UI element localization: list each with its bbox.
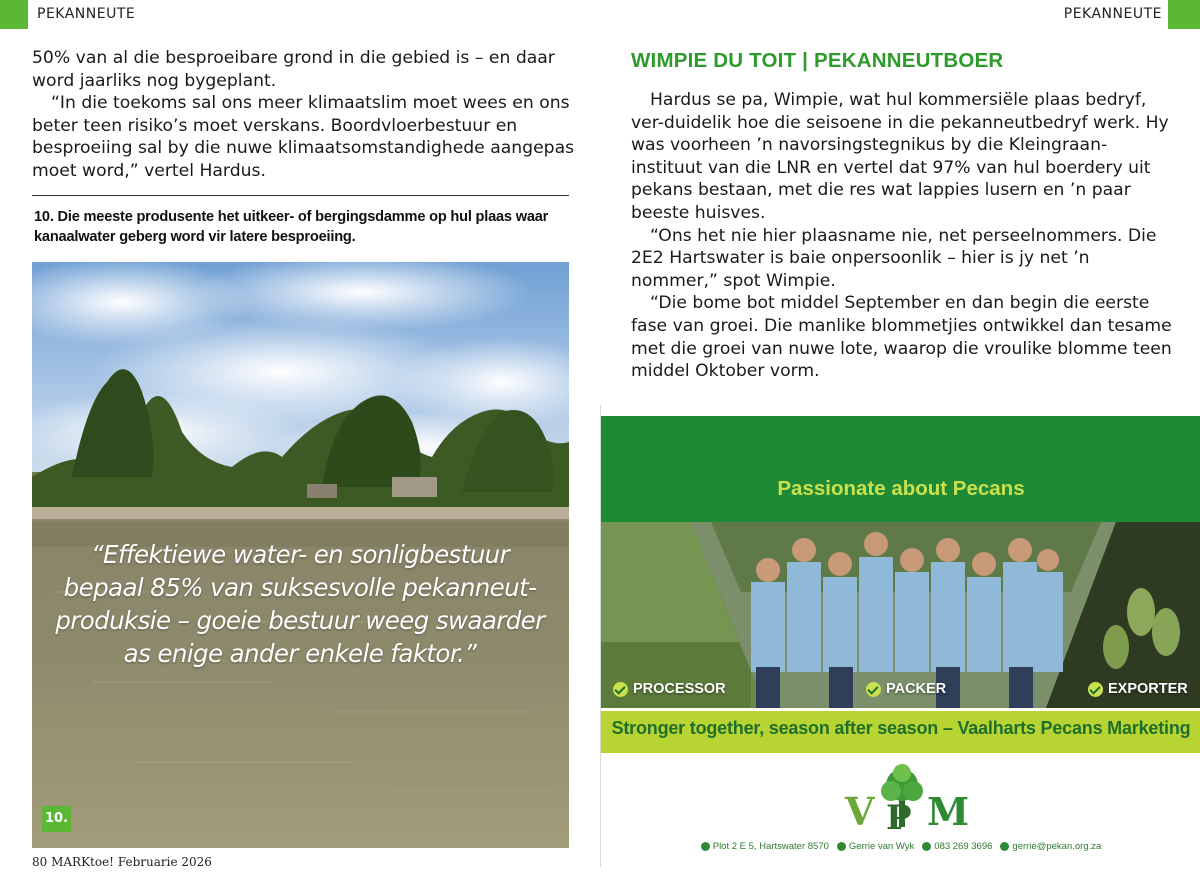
ad-pill-exporter bbox=[1088, 681, 1188, 697]
ad-pill-label: PACKER bbox=[886, 681, 947, 697]
check-icon bbox=[613, 682, 628, 697]
photo-number-badge: 10. bbox=[42, 806, 71, 832]
advertisement bbox=[600, 405, 1200, 867]
ad-tagline: Stronger together, season after season – Vaalharts Pecans Marketing bbox=[611, 718, 1191, 738]
email-icon bbox=[1000, 842, 1009, 851]
paragraph: Hardus se pa, Wimpie, wat hul kommersiële plaas bedryf, ver-duidelik hoe die seisoene in die pekanneutbedryf werk. Hy was voorheen ’n navorsingstegnikus by die Kleingraan-instituut van die LNR en vertel dat 97% van hul boerdery uit pekans bestaan, met die res wat lappies lusern en ’n paar beeste huisves. bbox=[631, 90, 1169, 223]
section-tab-right bbox=[1168, 0, 1200, 29]
ad-contact-text: Plot 2 E 5, Hartswater 8570 bbox=[712, 841, 829, 852]
dam-photo bbox=[32, 262, 569, 848]
section-tab-left bbox=[0, 0, 28, 29]
check-icon bbox=[1088, 682, 1103, 697]
ad-pill-label: PROCESSOR bbox=[633, 681, 726, 697]
ad-headline: Passionate about Pecans bbox=[777, 477, 1025, 500]
photo-pull-quote: “Effektiewe water- en sonligbestuur bepaal 85% van suksesvolle pekanneut-produksie – goeie bestuur weeg swaarder as enige ander enkele faktor.” bbox=[55, 540, 545, 668]
left-column-text bbox=[32, 47, 577, 183]
paragraph: 50% van al die besproeibare grond in die gebied is – en daar word jaarliks nog bygeplant. bbox=[32, 48, 555, 91]
ad-contact-phone bbox=[922, 841, 992, 852]
running-header-left: PEKANNEUTE bbox=[37, 6, 136, 22]
person-icon bbox=[837, 842, 846, 851]
paragraph: “Ons het nie hier plaasname nie, net perseelnommers. Die 2E2 Hartswater is baie onpersoonlik – hier is jy net ’n nommer,” spot Wimpie. bbox=[631, 225, 1157, 291]
ad-contact-text: 083 269 3696 bbox=[934, 841, 993, 852]
paragraph: “In die toekoms sal ons meer klimaatslim moet wees en ons beter teen risiko’s moet verskans. Boordvloerbestuur en besproeiing sal by die nuwe klimaatsomstandighede aangepas moet word,” vertel Hardus. bbox=[32, 93, 575, 181]
ad-contact-person bbox=[837, 841, 914, 852]
phone-icon bbox=[922, 842, 931, 851]
ad-contact-email bbox=[1000, 841, 1101, 852]
photo-caption: 10. Die meeste produsente het uitkeer- of bergingsdamme op hul plaas waar kanaalwater geberg word vir latere besproeiing. bbox=[34, 209, 549, 245]
location-icon bbox=[701, 842, 710, 851]
right-column-text bbox=[631, 89, 1176, 383]
vpm-logo bbox=[841, 763, 971, 835]
ad-pill-label: EXPORTER bbox=[1108, 681, 1188, 697]
check-icon bbox=[866, 682, 881, 697]
ad-contact-row bbox=[601, 841, 1200, 852]
ad-pill-packer bbox=[866, 681, 946, 697]
ad-contact-address bbox=[701, 841, 829, 852]
page-footer: 80 MARKtoe! Februarie 2026 bbox=[32, 855, 212, 869]
svg-text:M: M bbox=[927, 789, 970, 834]
paragraph: “Die bome bot middel September en dan begin die eerste fase van groei. Die manlike blommetjies ontwikkel dan tesame met die groei van nuwe lote, waarop die vroulike blomme teen middel Oktober vorm. bbox=[631, 293, 1172, 382]
svg-text:V: V bbox=[845, 789, 875, 834]
running-header-right: PEKANNEUTE bbox=[1063, 6, 1162, 22]
section-title: WIMPIE DU TOIT | PEKANNEUTBOER bbox=[631, 49, 1004, 72]
ad-contact-text: Gerrie van Wyk bbox=[848, 841, 915, 852]
ad-header-band bbox=[601, 416, 1200, 522]
ad-pill-processor bbox=[613, 681, 726, 697]
ad-contact-text: gerrie@pekan.org.za bbox=[1012, 841, 1102, 852]
svg-text:P: P bbox=[886, 798, 912, 835]
divider-rule bbox=[32, 195, 569, 196]
